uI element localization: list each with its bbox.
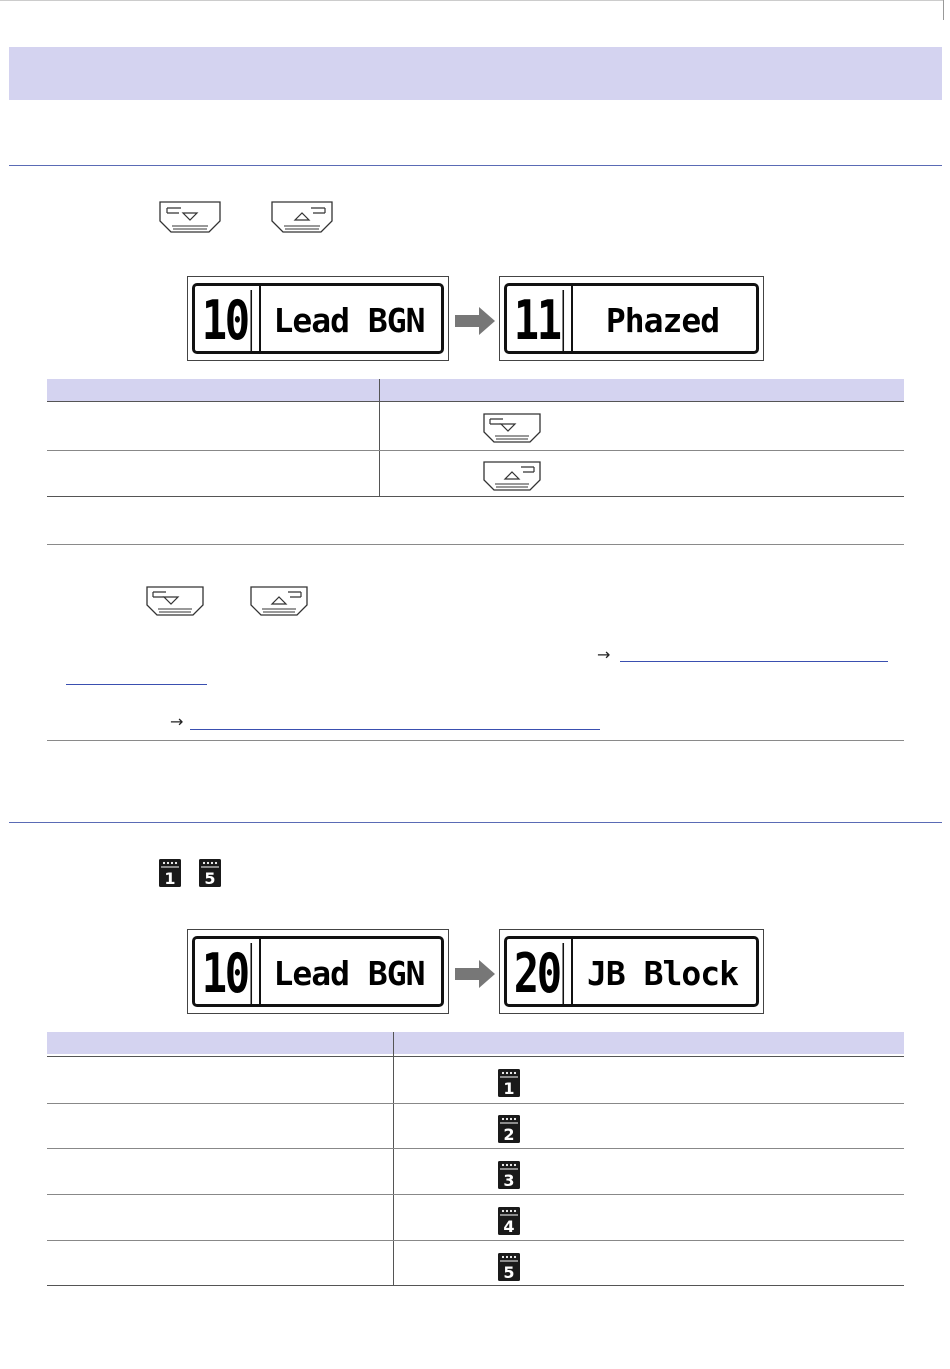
table-header xyxy=(47,1032,904,1054)
lcd-display-before xyxy=(187,276,449,361)
right-arrow-icon xyxy=(455,960,495,988)
patch-name: Phazed xyxy=(605,301,720,340)
table-divider xyxy=(379,379,380,496)
bank-number: 1 xyxy=(164,869,176,887)
page-banner xyxy=(9,47,942,100)
patch-name: Lead BGN xyxy=(273,301,425,340)
bank-footswitch-icon xyxy=(159,859,181,887)
table-rule xyxy=(47,450,904,451)
table-rule xyxy=(47,1103,904,1104)
table-rule xyxy=(47,1285,904,1286)
table-divider xyxy=(393,1032,394,1286)
bank-number: 5 xyxy=(503,1263,515,1281)
lcd-display-after xyxy=(499,276,764,361)
bank-number: 3 xyxy=(503,1171,515,1189)
link-arrow: → xyxy=(170,712,184,731)
bank-footswitch-icon xyxy=(498,1161,520,1189)
table-rule xyxy=(47,1240,904,1241)
up-footswitch-icon xyxy=(250,586,308,618)
bank-footswitch-icon xyxy=(498,1069,520,1097)
note-bottom-rule xyxy=(47,740,904,741)
top-corner-mark xyxy=(943,0,944,20)
down-footswitch-icon xyxy=(146,586,204,618)
table-rule xyxy=(47,496,904,497)
patch-number: 10 xyxy=(199,943,252,1004)
top-border xyxy=(0,0,944,1)
bank-number: 2 xyxy=(503,1125,515,1143)
table-rule xyxy=(47,1194,904,1195)
table-rule xyxy=(47,401,904,402)
bank-number: 4 xyxy=(503,1217,515,1235)
bank-number: 5 xyxy=(204,869,216,887)
bank-footswitch-icon xyxy=(498,1115,520,1143)
table-rule xyxy=(47,1148,904,1149)
bank-footswitch-icon xyxy=(498,1253,520,1281)
lcd-display-after xyxy=(499,929,764,1014)
section-rule-2 xyxy=(9,822,942,823)
down-footswitch-icon xyxy=(159,201,221,235)
reference-link[interactable] xyxy=(620,661,888,662)
note-top-rule xyxy=(47,544,904,545)
patch-number: 10 xyxy=(199,290,252,351)
right-arrow-icon xyxy=(455,307,495,335)
up-footswitch-icon xyxy=(271,201,333,235)
section-rule-1 xyxy=(9,165,942,166)
lcd-display-before xyxy=(187,929,449,1014)
patch-number: 11 xyxy=(511,290,564,351)
reference-link[interactable] xyxy=(190,729,600,730)
link-arrow: → xyxy=(597,645,611,664)
table-rule xyxy=(47,1056,904,1057)
patch-name: JB Block xyxy=(587,954,738,993)
patch-number: 20 xyxy=(511,943,564,1004)
patch-name: Lead BGN xyxy=(273,954,425,993)
bank-footswitch-icon xyxy=(199,859,221,887)
bank-number: 1 xyxy=(503,1079,515,1097)
reference-link-continued[interactable] xyxy=(66,684,207,685)
down-footswitch-icon xyxy=(483,413,541,445)
table-header xyxy=(47,379,904,401)
up-footswitch-icon xyxy=(483,461,541,493)
bank-footswitch-icon xyxy=(498,1207,520,1235)
